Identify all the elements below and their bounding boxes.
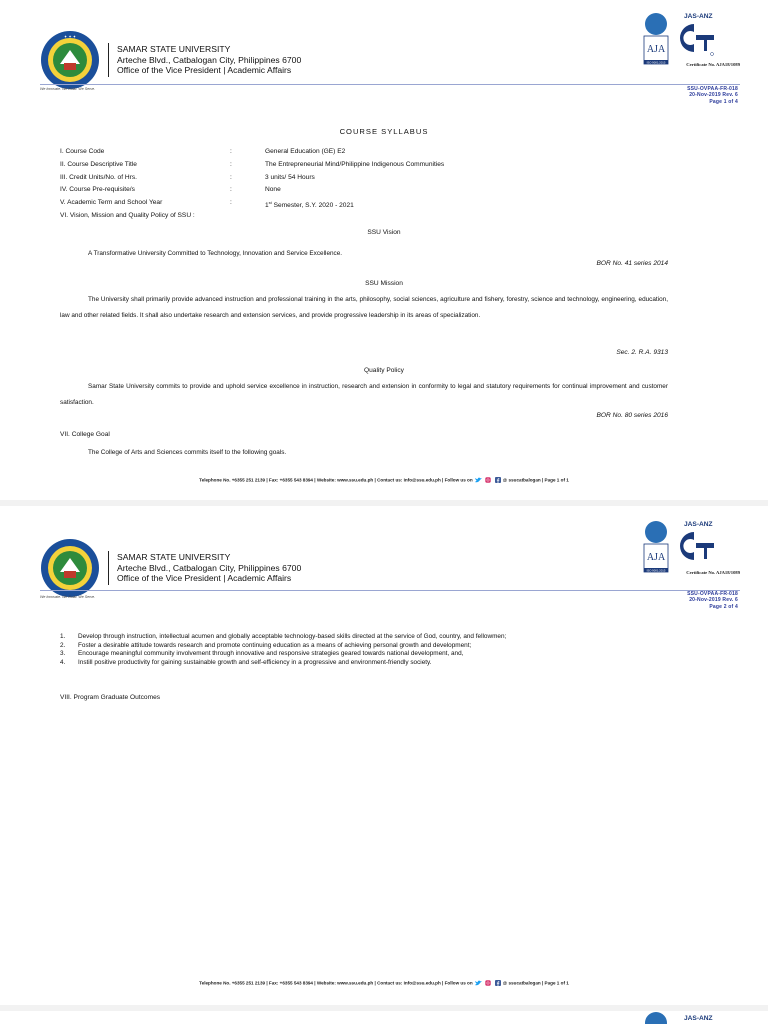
syllabus-page-3-partial bbox=[0, 1011, 768, 1024]
university-header bbox=[117, 552, 301, 584]
info-colon: : bbox=[230, 160, 232, 168]
cert-number: Certificate No. AJA18/1089 bbox=[686, 570, 740, 575]
info-value bbox=[265, 197, 354, 213]
tagline: We Innovate. We Build. We Serve. bbox=[40, 87, 96, 91]
jas-anz-label: JAS-ANZ bbox=[684, 1015, 713, 1022]
header-rule bbox=[40, 590, 740, 591]
info-value: 3 units/ 54 Hours bbox=[265, 173, 315, 181]
facebook-icon[interactable] bbox=[495, 477, 501, 484]
instagram-icon[interactable] bbox=[485, 477, 491, 484]
info-label: V. Academic Term and School Year bbox=[60, 199, 163, 207]
list-number: 1. bbox=[60, 633, 66, 640]
list-item bbox=[60, 659, 680, 668]
university-header bbox=[117, 44, 301, 76]
university-office: Office of the Vice President | Academic Affairs bbox=[117, 65, 292, 76]
footer-handle: @ ssucatbalogan | Page 1 of 1 bbox=[502, 980, 569, 986]
document-title: COURSE SYLLABUS bbox=[339, 127, 429, 136]
page-gap bbox=[0, 500, 768, 506]
term-suffix: st bbox=[268, 200, 272, 206]
cert-iso: ISO 9001:2015 bbox=[646, 568, 666, 573]
list-item bbox=[60, 633, 680, 642]
list-text: Instill positive productivity for gaining sustainable growth and self-efficiency in a progressive and environment-friendly society. bbox=[78, 658, 432, 666]
university-address: Arteche Blvd., Catbalogan City, Philippines 6700 bbox=[117, 562, 302, 573]
quality-policy-reference: BOR No. 80 series 2016 bbox=[596, 412, 668, 419]
college-goals-list bbox=[60, 633, 680, 667]
syllabus-page-2 bbox=[0, 508, 768, 1008]
list-number: 2. bbox=[60, 641, 66, 649]
instagram-icon[interactable] bbox=[485, 980, 491, 987]
footer-contact bbox=[0, 980, 768, 987]
info-value: General Education (GE) E2 bbox=[265, 148, 346, 155]
university-name: SAMAR STATE UNIVERSITY bbox=[117, 44, 231, 54]
mission-text: The University shall primarily provide advanced instruction and professional training in the arts, philosophy, social sciences, agriculture and fishery, forestry, science and technology, engineering, education, law and other related fields. It shall also undertake research and extension services, and provide progressive leadership in its areas of specialization. bbox=[60, 296, 668, 319]
form-code: SSU-OVPAA-FR-018 bbox=[687, 591, 738, 597]
college-goal-text: The College of Arts and Sciences commits itself to the following goals. bbox=[88, 449, 287, 456]
info-value: The Entrepreneurial Mind/Philippine Indigenous Communities bbox=[265, 160, 445, 168]
page-number: Page 1 of 4 bbox=[709, 98, 738, 105]
list-text: Encourage meaningful community involvement through innovative and responsive strategies geared towards national development, and, bbox=[78, 650, 464, 658]
facebook-icon[interactable] bbox=[495, 980, 501, 987]
svg-text:✦ ✦ ✦: ✦ ✦ ✦ bbox=[63, 34, 77, 39]
header-rule bbox=[40, 84, 740, 85]
mission-heading: SSU Mission bbox=[365, 280, 403, 287]
jas-anz-label: JAS-ANZ bbox=[684, 13, 713, 20]
info-label: VI. Vision, Mission and Quality Policy of SSU : bbox=[60, 211, 195, 219]
university-seal-logo bbox=[40, 538, 100, 598]
form-code: SSU-OVPAA-FR-018 bbox=[687, 86, 738, 92]
university-seal-logo bbox=[40, 30, 100, 90]
footer-handle: @ ssucatbalogan | Page 1 of 1 bbox=[502, 477, 569, 483]
list-item bbox=[60, 642, 680, 651]
list-number: 4. bbox=[60, 658, 66, 666]
info-label: II. Course Descriptive Title bbox=[60, 160, 137, 168]
form-date: 20-Nov-2019 Rev. 6 bbox=[689, 597, 738, 604]
term-number: 1 bbox=[265, 202, 269, 210]
info-value: None bbox=[265, 186, 281, 194]
list-text: Foster a desirable attitude towards research and promote continuing education as a means of achieving personal growth and development; bbox=[78, 641, 472, 649]
university-name: SAMAR STATE UNIVERSITY bbox=[117, 552, 231, 562]
footer-text: Telephone No. +6355 251 2139 | Fax: +6355 543 8394 | Website: www.ssu.edu.ph | Contact us: info@ssu.edu.ph | Follow us on bbox=[199, 980, 473, 986]
footer-text: Telephone No. +6355 251 2139 | Fax: +6355 543 8394 | Website: www.ssu.edu.ph | Contact us: info@ssu.edu.ph | Follow us on bbox=[199, 477, 473, 483]
mission-reference: Sec. 2. R.A. 9313 bbox=[616, 349, 668, 356]
info-colon: : bbox=[230, 199, 232, 207]
twitter-icon[interactable] bbox=[475, 477, 482, 484]
term-text: Semester, S.Y. 2020 - 2021 bbox=[271, 202, 354, 210]
program-outcomes-heading: VIII. Program Graduate Outcomes bbox=[60, 694, 161, 701]
tagline: We Innovate. We Build. We Serve. bbox=[40, 595, 96, 599]
list-number: 3. bbox=[60, 650, 66, 658]
vision-text: A Transformative University Committed to Technology, Innovation and Service Excellence. bbox=[88, 250, 343, 257]
list-text: Develop through instruction, intellectual acumen and globally acceptable technology-based skills directed at the service of God, country, and fellowmen; bbox=[78, 633, 507, 640]
twitter-icon[interactable] bbox=[475, 980, 482, 987]
college-goal-heading: VII. College Goal bbox=[60, 431, 110, 438]
cert-logo-text: AJA bbox=[646, 552, 666, 563]
info-colon: : bbox=[230, 148, 232, 155]
page-number: Page 2 of 4 bbox=[709, 603, 738, 610]
footer-contact bbox=[0, 477, 768, 484]
syllabus-page-1 bbox=[0, 0, 768, 497]
vision-heading: SSU Vision bbox=[367, 229, 401, 236]
form-reference bbox=[687, 86, 738, 105]
form-date: 20-Nov-2019 Rev. 6 bbox=[689, 92, 738, 99]
info-label: III. Credit Units/No. of Hrs. bbox=[60, 173, 137, 181]
jas-anz-label: JAS-ANZ bbox=[684, 521, 713, 528]
university-office: Office of the Vice President | Academic Affairs bbox=[117, 573, 292, 584]
cert-logo-text: AJA bbox=[646, 44, 666, 55]
vision-reference: BOR No. 41 series 2014 bbox=[596, 260, 668, 267]
info-label: IV. Course Pre-requisite/s bbox=[60, 186, 135, 194]
quality-policy-text: Samar State University commits to provide and uphold service excellence in instruction, research and extension in conformity to legal and statutory requirements for continual improvement and customer satisfaction. bbox=[60, 383, 668, 406]
cert-number: Certificate No. AJA18/1089 bbox=[686, 62, 740, 67]
university-address: Arteche Blvd., Catbalogan City, Philippines 6700 bbox=[117, 54, 302, 65]
header-divider bbox=[108, 551, 109, 585]
quality-policy-heading: Quality Policy bbox=[364, 367, 404, 374]
iso-certification-logo bbox=[640, 1011, 740, 1024]
list-item bbox=[60, 650, 680, 659]
info-colon: : bbox=[230, 186, 232, 194]
form-reference bbox=[687, 591, 738, 610]
info-colon: : bbox=[230, 173, 232, 181]
info-label: I. Course Code bbox=[60, 148, 105, 155]
header-divider bbox=[108, 43, 109, 77]
cert-iso: ISO 9001:2015 bbox=[646, 60, 666, 65]
